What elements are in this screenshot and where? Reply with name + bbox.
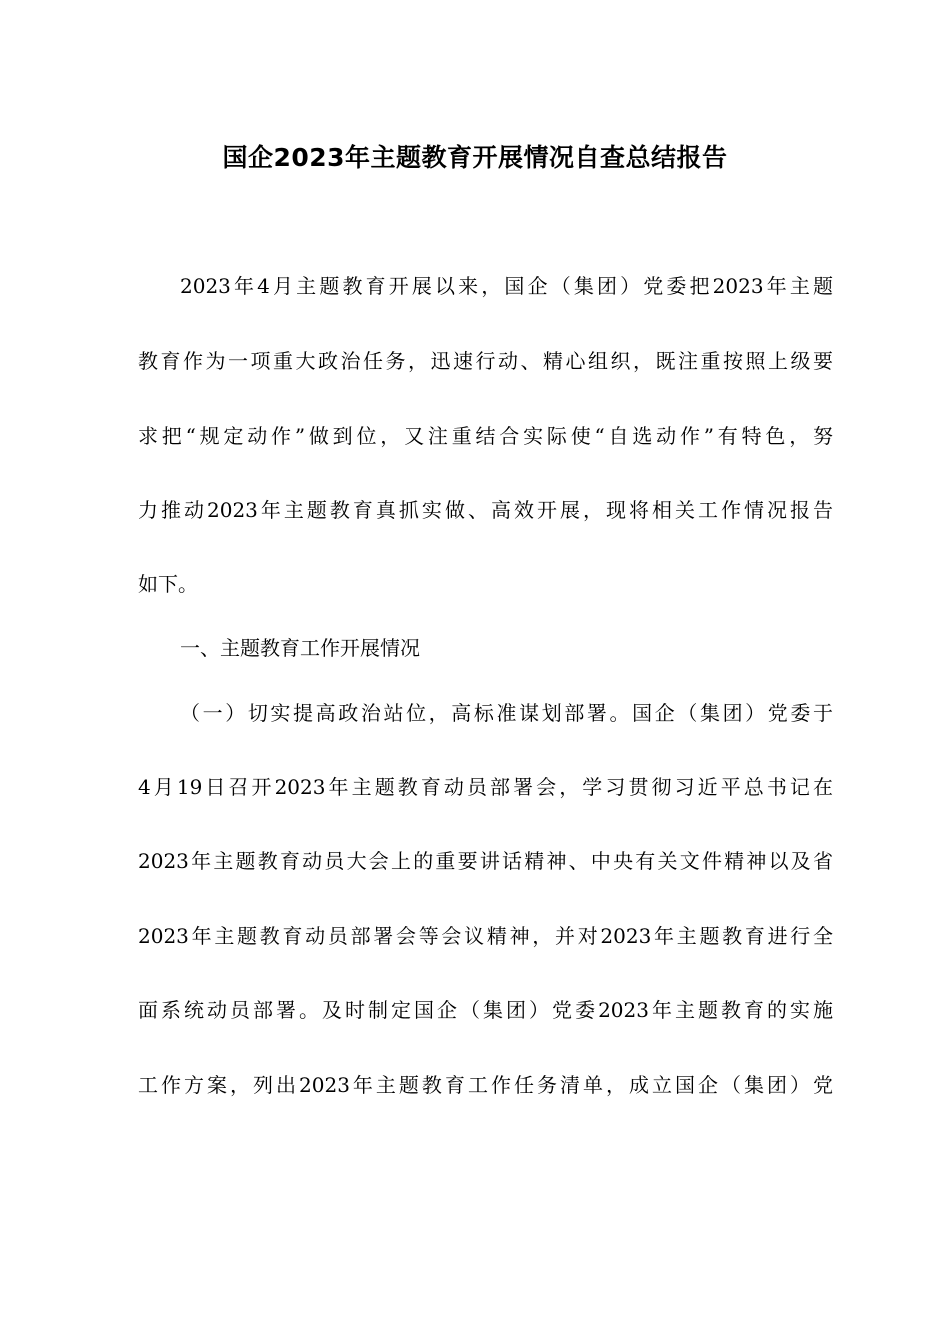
paragraph-line: 如下。	[138, 572, 198, 596]
paragraph-line: 2023年4月主题教育开展以来，国企（集团）党委把2023年主题	[180, 274, 833, 298]
paragraph-line: 力推动2023年主题教育真抓实做、高效开展，现将相关工作情况报告	[138, 498, 833, 522]
paragraph-line: 求把“规定动作”做到位，又注重结合实际使“自选动作”有特色，努	[138, 424, 833, 448]
document-title: 国企2023年主题教育开展情况自查总结报告	[222, 143, 728, 172]
paragraph-line: 教育作为一项重大政治任务，迅速行动、精心组织，既注重按照上级要	[138, 349, 833, 373]
paragraph-line: 2023年主题教育动员大会上的重要讲话精神、中央有关文件精神以及省	[138, 849, 833, 873]
paragraph-line: 面系统动员部署。及时制定国企（集团）党委2023年主题教育的实施	[138, 998, 833, 1022]
paragraph-line: 4月19日召开2023年主题教育动员部署会，学习贯彻习近平总书记在	[138, 775, 833, 799]
paragraph-line: （一）切实提高政治站位，高标准谋划部署。国企（集团）党委于	[180, 701, 833, 725]
paragraph-line: 2023年主题教育动员部署会等会议精神，并对2023年主题教育进行全	[138, 924, 833, 948]
section-heading: 一、主题教育工作开展情况	[180, 636, 420, 660]
paragraph-line: 工作方案，列出2023年主题教育工作任务清单，成立国企（集团）党	[138, 1073, 833, 1097]
